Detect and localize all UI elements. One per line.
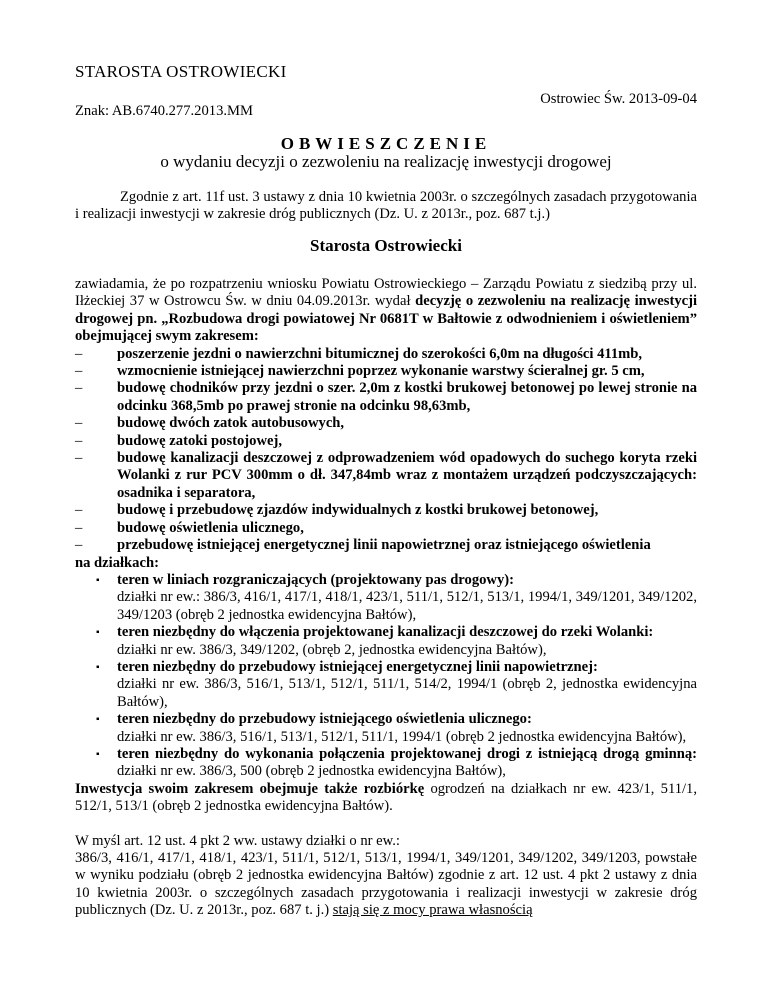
plot-group-detail: działki nr ew. 386/3, 516/1, 513/1, 512/1, 511/1, 514/2, 1994/1 (obręb 2, jednostka ewidencyjna Bałtów), <box>117 676 697 710</box>
announcement-body <box>75 276 697 920</box>
plot-group-title: teren w liniach rozgraniczających (projektowany pas drogowy): <box>117 571 514 588</box>
legal-basis-paragraph <box>75 189 697 224</box>
dash-marker: – <box>75 432 83 449</box>
scope-item-text: budowę chodników przy jezdni o szer. 2,0m z kostki brukowej betonowej po lewej stronie na odcinku 368,5mb po prawej stronie na odcinku 98,63mb, <box>117 380 697 414</box>
legal-basis-text: Zgodnie z art. 11f ust. 3 ustawy z dnia 10 kwietnia 2003r. o szczególnych zasadach przygotowania i realizacji inwestycji w zakresie dróg publicznych (Dz. U. z 2013r., poz. 687 t.j.) <box>75 189 697 223</box>
plot-group <box>75 572 697 624</box>
closing-plain: 386/3, 416/1, 417/1, 418/1, 423/1, 511/1, 512/1, 513/1, 1994/1, 349/1201, 349/1202, 349/1203, powstałe w wyniku podziału (obręb 2 jednostka ewidencyjna Bałtów) zgodnie z art. 12 ust. 4 pkt 2 ustawy z dnia 10 kwietnia 2003r. o szczególnych zasadach przygotowania i realizacji inwestycji w zakresie dróg publicznych (Dz. U. z 2013r., poz. 687 t. j.) <box>75 850 697 919</box>
scope-item-text: przebudowę istniejącej energetycznej linii napowietrznej oraz istniejącego oświetlenia <box>117 537 651 554</box>
closing-line: W myśl art. 12 ust. 4 pkt 2 ww. ustawy działki o nr ew.: <box>75 832 400 849</box>
scope-item-text: budowę kanalizacji deszczowej z odprowadzeniem wód opadowych do suchego koryta rzeki Wolanki z rur PCV 300mm o dł. 347,84mb wraz z montażem urządzeń podczyszczających: osadnika i separatora, <box>117 450 697 501</box>
bullet-marker: ▪ <box>96 714 100 726</box>
dash-marker: – <box>75 519 83 536</box>
closing-underlined: stają się z mocy prawa własnością <box>332 902 533 919</box>
dash-marker: – <box>75 345 83 362</box>
bullet-marker: ▪ <box>96 661 100 673</box>
scope-item <box>75 415 697 432</box>
plot-group <box>75 659 697 711</box>
scope-item <box>75 502 697 519</box>
document-title: OBWIESZCZENIE <box>280 134 492 153</box>
scope-item-text: wzmocnienie istniejącej nawierzchni poprzez wykonanie warstwy ścieralnej gr. 5 cm, <box>117 363 645 380</box>
dash-marker: – <box>75 450 83 467</box>
reference-number: Znak: AB.6740.277.2013.MM <box>75 103 253 119</box>
plot-group <box>75 746 697 781</box>
scope-item-text: poszerzenie jezdni o nawierzchni bitumicznej do szerokości 6,0m na długości 411mb, <box>117 345 643 362</box>
plot-group-title: teren niezbędny do włączenia projektowanej kanalizacji deszczowej do rzeki Wolanki: <box>117 624 654 641</box>
dash-marker: – <box>75 380 83 397</box>
scope-item <box>75 520 697 537</box>
plot-group <box>75 624 697 659</box>
dash-marker: – <box>75 502 83 519</box>
lead-bold: decyzję o zezwoleniu na realizację inwestycji drogowej pn. „Rozbudowa drogi powiatowej Nr 0681T w Bałtowie z odwodnieniem i oświetleniem” obejmującej swym zakresem: <box>75 293 698 345</box>
scope-item <box>75 433 697 450</box>
lead-plain: zawiadamia, że po rozpatrzeniu wniosku Powiatu Ostrowieckiego – Zarządu Powiatu z siedzibą przy ul. Iłżeckiej 37 w Ostrowcu Św. w dniu 04.09.2013r. wydał <box>75 276 697 310</box>
dash-marker: – <box>75 415 83 432</box>
paragraph-gap <box>75 816 697 833</box>
scope-item-text: budowę oświetlenia ulicznego, <box>117 519 304 536</box>
scope-item <box>75 363 697 380</box>
bullet-marker: ▪ <box>96 627 100 639</box>
demolition-bold: Inwestycja swoim zakresem obejmuje także rozbiórkę <box>75 780 425 797</box>
demolition-note <box>75 781 697 816</box>
scope-item-text: budowę i przebudowę zjazdów indywidualnych z kostki brukowej betonowej, <box>117 502 599 519</box>
scope-item-text: budowę dwóch zatok autobusowych, <box>117 415 345 432</box>
scope-item <box>75 346 697 363</box>
plot-group-detail: działki nr ew.: 386/3, 416/1, 417/1, 418/1, 423/1, 511/1, 512/1, 513/1, 1994/1, 349/1201, 349/1202, 349/1203 (obręb 2 jednostka ewidencyjna Bałtów), <box>117 589 697 623</box>
plot-group-title: teren niezbędny do wykonania połączenia projektowanej drogi z istniejącą drogą gminną: <box>117 745 697 762</box>
plot-group-detail: działki nr ew. 386/3, 500 (obręb 2 jednostka ewidencyjna Bałtów), <box>117 763 506 780</box>
plots-label: na działkach: <box>75 554 159 571</box>
dash-marker: – <box>75 363 83 380</box>
bullet-marker: ▪ <box>96 574 100 586</box>
dash-marker: – <box>75 537 83 554</box>
plot-group-detail: działki nr ew. 386/3, 516/1, 513/1, 512/1, 511/1, 1994/1 (obręb 2 jednostka ewidencyjna Bałtów), <box>117 728 687 745</box>
document-subtitle: o wydaniu decyzji o zezwoleniu na realizację inwestycji drogowej <box>160 152 612 171</box>
issuer-title: STAROSTA OSTROWIECKI <box>75 62 287 81</box>
plot-group-title: teren niezbędny do przebudowy istniejącego oświetlenia ulicznego: <box>117 711 532 728</box>
scope-item-text: budowę zatoki postojowej, <box>117 432 282 449</box>
demolition-plain: ogrodzeń na działkach nr ew. 423/1, 511/1, 512/1, 513/1 (obręb 2 jednostka ewidencyjna Bałtów). <box>75 780 697 815</box>
plot-group <box>75 711 697 746</box>
plot-group-title: teren niezbędny do przebudowy istniejącej energetycznej linii napowietrznej: <box>117 658 598 675</box>
scope-item <box>75 450 697 502</box>
announcement-lead <box>75 276 697 346</box>
closing-paragraph <box>75 850 697 920</box>
scope-item <box>75 380 697 415</box>
authority-heading: Starosta Ostrowiecki <box>310 236 462 255</box>
plot-group-detail: działki nr ew. 386/3, 349/1202, (obręb 2, jednostka ewidencyjna Bałtów), <box>117 641 547 658</box>
place-date: Ostrowiec Św. 2013-09-04 <box>540 91 697 107</box>
bullet-marker: ▪ <box>96 748 100 760</box>
scope-item <box>75 537 697 554</box>
